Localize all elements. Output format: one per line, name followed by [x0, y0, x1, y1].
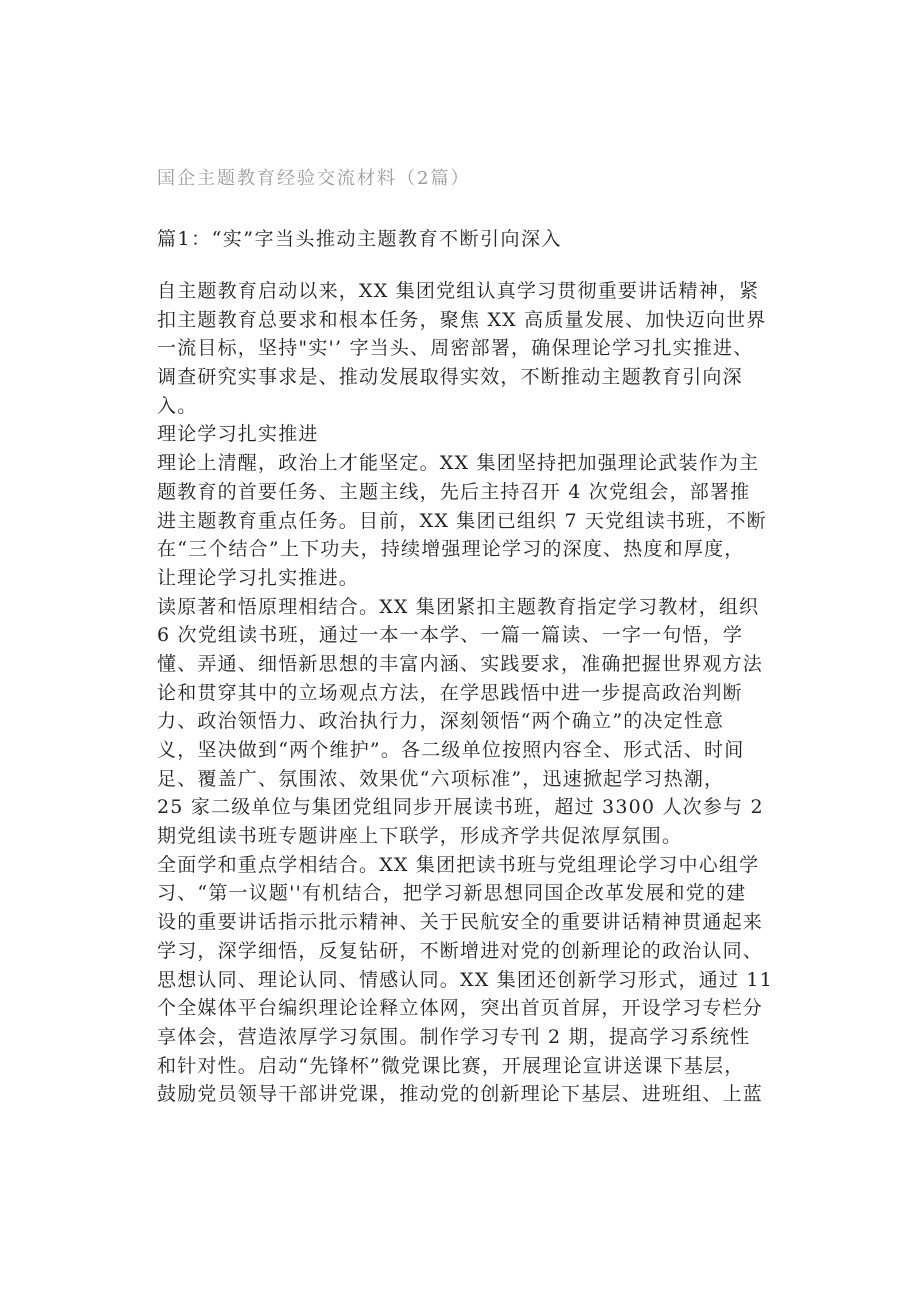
- text-line: 享体会，营造浓厚学习氛围。制作学习专刊 2 期，提高学习系统性: [157, 1025, 751, 1048]
- text-line: 自主题教育启动以来，XX 集团党组认真学习贯彻重要讲话精神，紧: [157, 280, 760, 302]
- text-line: 6 次党组读书班，通过一本一本学、一篇一篇读、一字一句悟，学: [157, 624, 744, 647]
- text-line: 读原著和悟原理相结合。XX 集团紧扣主题教育指定学习教材，组织: [157, 595, 760, 618]
- section-title: 篇1：“实”字当头推动主题教育不断引向深入: [157, 228, 563, 250]
- text-line: 学习，深学细悟，反复钻研，不断增进对党的创新理论的政治认同、: [157, 939, 764, 962]
- text-line: 鼓励党员领导干部讲党课，推动党的创新理论下基层、进班组、上蓝: [157, 1083, 764, 1106]
- text-line: 个全媒体平台编织理论诠释立体网，突出首页首屏，开设学习专栏分: [157, 997, 764, 1020]
- text-line: 入。: [157, 394, 198, 417]
- text-line: 懂、弄通、细悟新思想的丰富内涵、实践要求，准确把握世界观方法: [157, 652, 764, 675]
- text-line: 论和贯穿其中的立场观点方法，在学思践悟中进一步提高政治判断: [157, 681, 743, 704]
- text-line: 25 家二级单位与集团党组同步开展读书班，超过 3300 人次参与 2: [157, 796, 764, 819]
- text-line: 让理论学习扎实推进。: [157, 566, 360, 589]
- text-line: 在“三个结合”上下功夫，持续增强理论学习的深度、热度和厚度，: [157, 538, 745, 561]
- text-line: 调查研究实事求是、推动发展取得实效，不断推动主题教育引向深: [157, 366, 743, 389]
- document-title: 国企主题教育经验交流材料（2篇）: [157, 168, 471, 189]
- text-line: 扣主题教育总要求和根本任务，聚焦 XX 高质量发展、加快迈向世界: [157, 308, 767, 331]
- text-line: 思想认同、理论认同、情感认同。XX 集团还创新学习形式，通过 11: [157, 968, 773, 991]
- text-line: 题教育的首要任务、主题主线，先后主持召开 4 次党组会，部署推: [157, 480, 751, 503]
- text-line: 义，坚决做到“两个维护”。各二级单位按照内容全、形式活、时间: [157, 739, 745, 761]
- text-line: 一流目标，坚持"实'’ 字当头、周密部署，确保理论学习扎实推进、: [157, 337, 754, 360]
- text-line: 全面学和重点学相结合。XX 集团把读书班与党组理论学习中心组学: [157, 853, 760, 876]
- text-line: 习、“第一议题''有机结合，把学习新思想同国企改革发展和党的建: [157, 882, 747, 905]
- text-line: 力、政治领悟力、政治执行力，深刻领悟“两个确立”的决定性意: [157, 710, 725, 733]
- document-body: [157, 277, 797, 1109]
- text-line: 理论上清醒，政治上才能坚定。XX 集团坚持把加强理论武装作为主: [157, 452, 760, 475]
- text-line: 设的重要讲话指示批示精神、关于民航安全的重要讲话精神贯通起来: [157, 911, 764, 934]
- text-line: 和针对性。启动“先锋杯”微党课比赛，开展理论宣讲送课下基层，: [157, 1054, 745, 1077]
- text-line: 期党组读书班专题讲座上下联学，形成齐学共促浓厚氛围。: [157, 825, 683, 848]
- subheading: 理论学习扎实推进: [157, 423, 319, 446]
- text-line: 进主题教育重点任务。目前，XX 集团已组织 7 天党组读书班，不断: [157, 509, 767, 532]
- text-line: 足、覆盖广、氛围浓、效果优“六项标准”，迅速掀起学习热潮，: [157, 767, 725, 790]
